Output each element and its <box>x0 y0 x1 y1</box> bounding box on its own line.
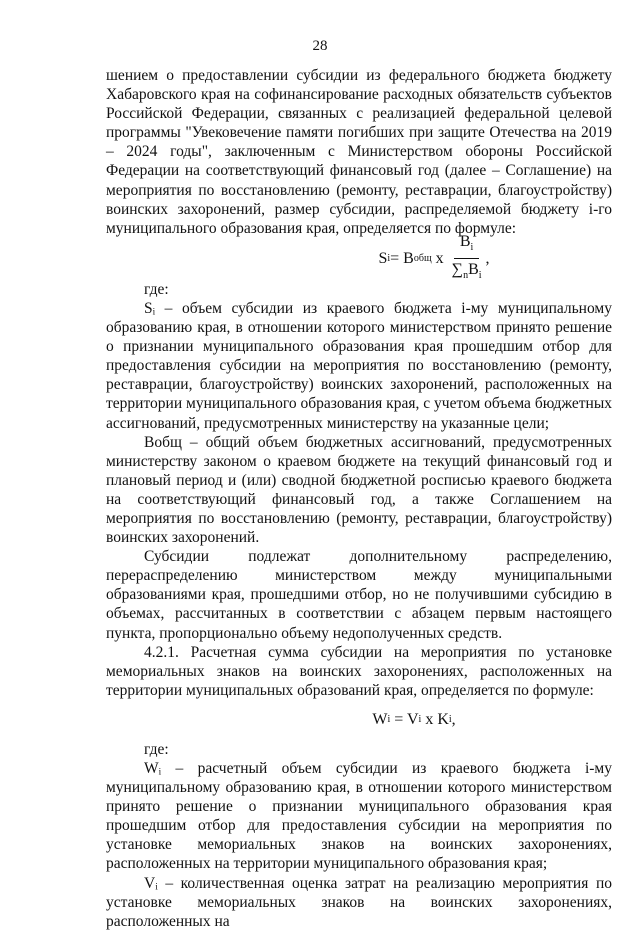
paragraph-w-definition: Wᵢ – расчетный объем субсидии из краевого бюджета i-му муниципальному образованию края, в отношении которого министерством принято решение о признании муниципального образования края прошедшим отбор для предоставления субсидии на мероприятия по установке мемориальных знаков на воинских захоронениях, расположенных на территории муниципального образования края; <box>106 760 612 873</box>
formula-numerator: $B_i$ <box>454 232 479 259</box>
formula-subsidy-size <box>256 233 612 282</box>
where-label-1: где: <box>144 280 169 298</box>
formula-b-sub: общ <box>413 253 432 265</box>
paragraph-intro: шением о предоставлении субсидии из федерального бюджета бюджету Хабаровского края на софинансирование расходных обязательств субъектов Российской Федерации, связанных с реализацией федеральной целевой программы "Увековечение памяти погибших при защите Отечества на 2019 – 2024 годы", заключенным с Министерством обороны Российской Федерации на соответствующий финансовый год (далее – Соглашение) на мероприятия по восстановлению (ремонту, реставрации, благоустройству) воинских захоронений, размер субсидии, распределяемой бюджету i-го муниципального образования края, определяется по формуле: <box>106 67 612 237</box>
formula-s-sub: i <box>387 253 391 265</box>
formula-comma: , <box>485 250 490 268</box>
paragraph-v-definition: Vᵢ – количественная оценка затрат на реализацию мероприятия по установке мемориальных знаков на воинских захоронениях, расположенных на <box>106 874 612 930</box>
paragraph-s-definition: Sᵢ – объем субсидии из краевого бюджета i-му муниципальному образованию края, в отношении которого министерством принято решение о признании муниципального образования края прошедшим отбор для предоставления субсидии на мероприятия по восстановлению (ремонту, реставрации, благоустройству) воинских захоронений, расположенных на территории муниципального образования края, с учетом объема бюджетных ассигнований, предусмотренных министерству на указанные цели; <box>106 299 612 432</box>
formula-calculated-sum: W i = V i x K i , <box>372 711 456 729</box>
where-label-2: где: <box>144 740 169 758</box>
formula-eq-b: = B <box>390 250 414 268</box>
formula-s: S <box>378 250 388 268</box>
document-body <box>106 66 612 931</box>
paragraph-b-definition: Bобщ – общий объем бюджетных ассигнований, предусмотренных министерству законом о краевом бюджете на текущий финансовый год и плановый период и (или) сводной бюджетной росписью краевого бюджета на соответствующий финансовый год, а также Соглашением на мероприятия по восстановлению (ремонту, реставрации, благоустройству) воинских захоронений. <box>106 433 612 547</box>
paragraph-redistribution: Субсидии подлежат дополнительному распределению, перераспределению министерством между муниципальными образованиями края, прошедшими отбор, но не получившими субсидию в объемах, рассчитанных в соответствии с абзацем первым настоящего пункта, пропорционально объему недополученных средств. <box>106 548 612 642</box>
formula-times: x <box>431 250 448 268</box>
page-number: 28 <box>312 38 328 54</box>
formula-denominator: $\sum_nB_i$ <box>451 261 482 282</box>
formula-fraction <box>452 232 482 286</box>
paragraph-4-2-1: 4.2.1. Расчетная сумма субсидии на мероприятия по установке мемориальных знаков на воинских захоронениях, расположенных на территории муниципальных образований края, определяется по формуле: <box>106 643 612 699</box>
